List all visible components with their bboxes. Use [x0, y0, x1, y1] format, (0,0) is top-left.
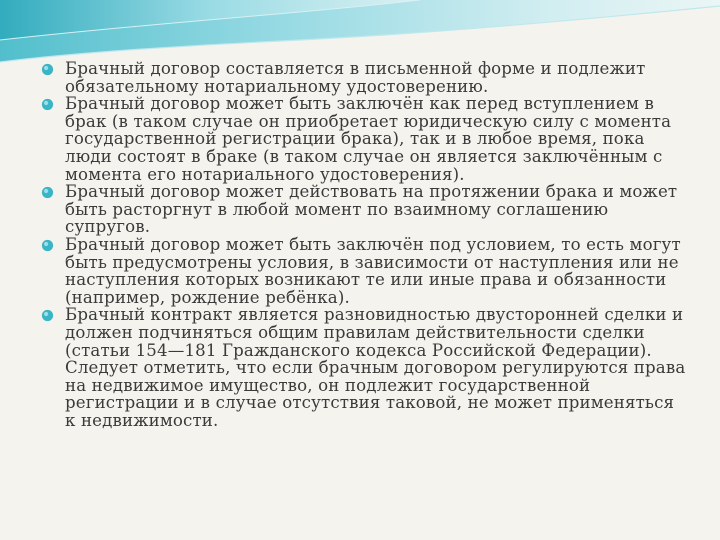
bullet-content: [40, 60, 690, 429]
circle-bullet-icon: [41, 186, 54, 199]
list-item: [40, 95, 690, 183]
list-item: [40, 60, 690, 95]
list-item: [40, 306, 690, 429]
bullet-text: Брачный договор составляется в письменной форме и подлежит обязательному нотариальному удостоверению.: [65, 59, 646, 96]
bullet-text: Брачный контракт является разновидностью двусторонней сделки и должен подчиняться общим правилам действительности сделки (статьи 154—181 Гражданского кодекса Российской Федерации). Следует отметить, что если брачным договором регулируются права на недвижимое имущество, он подлежит государственной регистрации и в случае отсутствия таковой, не может применяться к недвижимости.: [65, 305, 686, 430]
bullet-list: [40, 60, 690, 429]
bullet-text: Брачный договор может быть заключён под условием, то есть могут быть предусмотрены условия, в зависимости от наступления или не наступления которых возникают те или иные права и обязанности (например, рождение ребёнка).: [65, 234, 681, 307]
circle-bullet-icon: [41, 63, 54, 76]
circle-bullet-icon: [41, 98, 54, 111]
circle-bullet-icon: [41, 309, 54, 322]
list-item: [40, 183, 690, 236]
bullet-text: Брачный договор может быть заключён как перед вступлением в брак (в таком случае он приобретает юридическую силу с момента государственной регистрации брака), так и в любое время, пока люди состоят в браке (в таком случае он является заключённым с момента его нотариального удостоверения).: [65, 94, 672, 184]
circle-bullet-icon: [41, 239, 54, 252]
list-item: [40, 236, 690, 306]
bullet-text: Брачный договор может действовать на протяжении брака и может быть расторгнут в любой момент по взаимному соглашению супругов.: [65, 182, 678, 237]
